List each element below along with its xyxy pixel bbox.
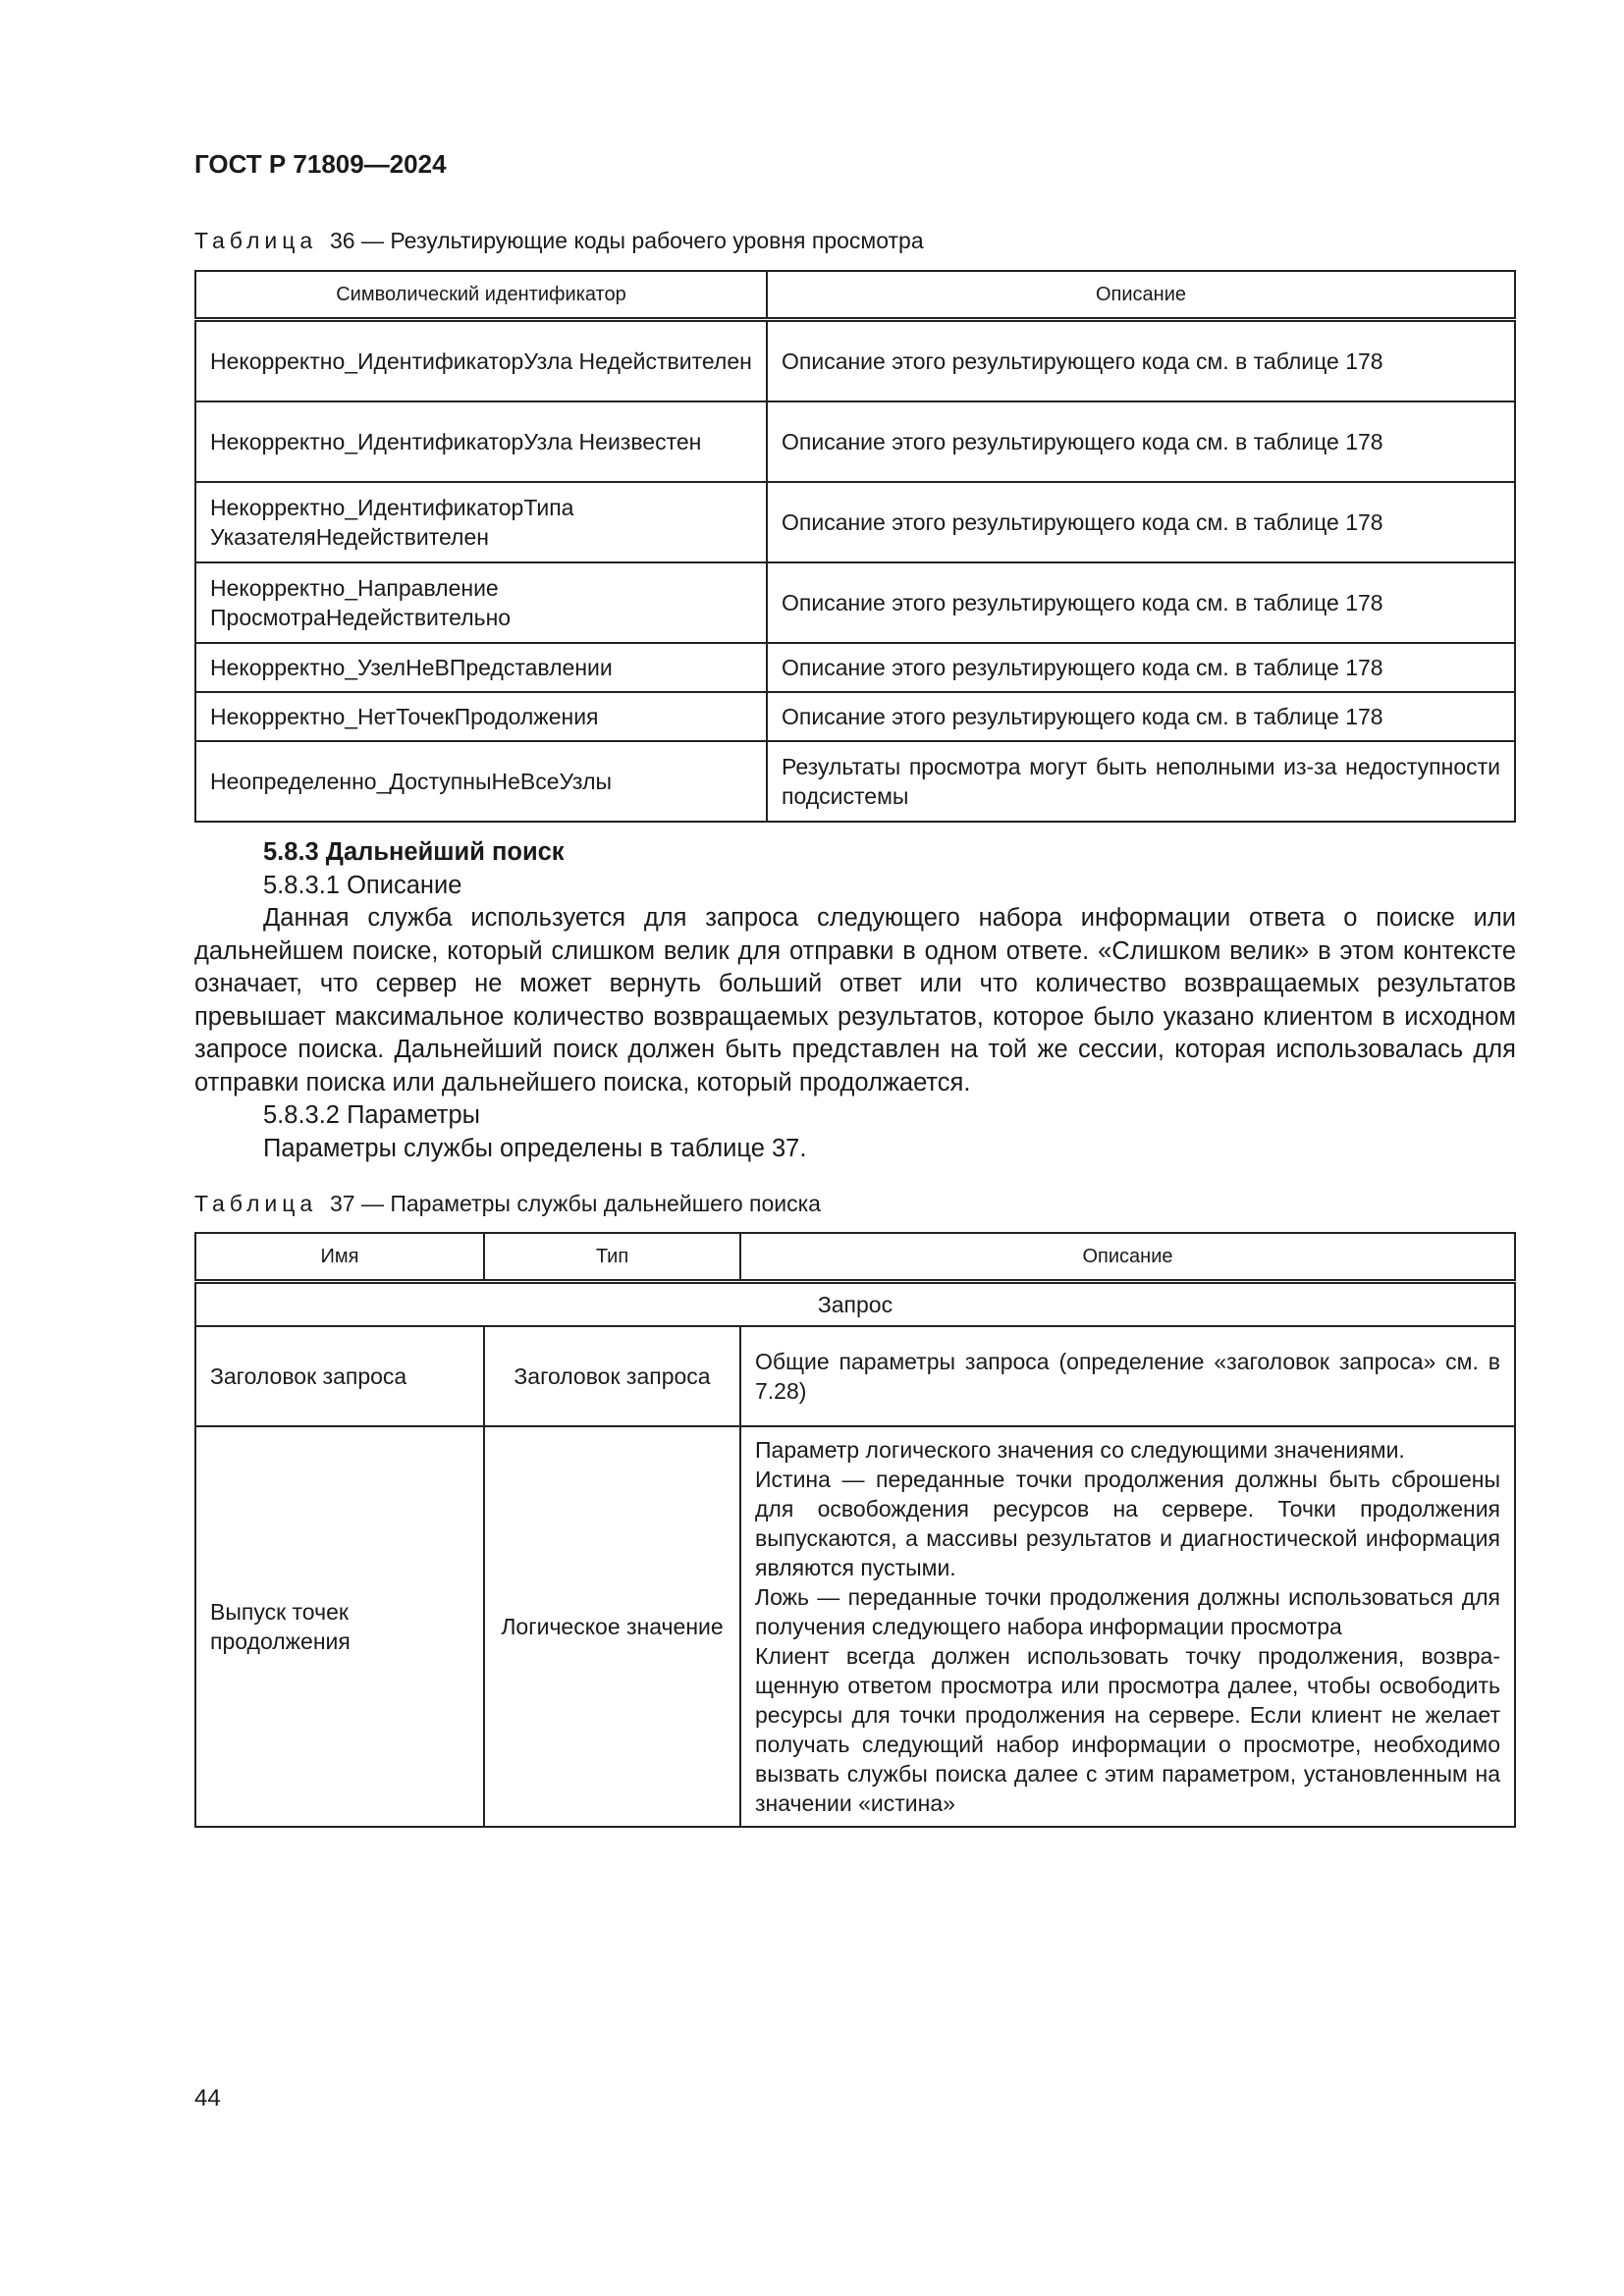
caption-word: Таблица — [194, 1191, 318, 1216]
column-header: Имя — [195, 1233, 484, 1282]
table-36-caption — [194, 228, 924, 254]
identifier-cell: Некорректно_ИдентификаторТипа УказателяНедействителен — [195, 482, 767, 562]
identifier-cell: Некорректно_Направление ПросмотраНедействительно — [195, 562, 767, 643]
type-cell: Логическое значение — [484, 1426, 740, 1827]
description-cell: Результаты просмотра могут быть неполными из-за недоступности подсистемы — [767, 741, 1515, 822]
caption-word: Таблица — [194, 228, 318, 253]
description-cell: Описание этого результирующего кода см. в таблице 178 — [767, 482, 1515, 562]
description-cell: Описание этого результирующего кода см. в таблице 178 — [767, 320, 1515, 402]
table-36 — [194, 270, 1516, 823]
group-label: Запрос — [195, 1282, 1515, 1327]
description-line: Ложь — переданные точки продолжения должны использоваться для получения следующего набора информации просмотра — [755, 1584, 1500, 1639]
description-line: Истина — переданные точки продолжения должны быть сброшены для освобождения ресурсов на сервере. Точки продолжения выпускаются, а массивы результатов и диагностической информация являются пустыми. — [755, 1467, 1500, 1580]
name-cell: Выпуск точек продолжения — [195, 1426, 484, 1827]
table-row — [195, 320, 1515, 402]
name-cell: Заголовок запроса — [195, 1326, 484, 1426]
description-cell: Описание этого результирующего кода см. в таблице 178 — [767, 692, 1515, 741]
description-line: Параметр логического значения со следующими значениями. — [755, 1437, 1405, 1463]
identifier-cell: Неопределенно_ДоступныНеВсеУзлы — [195, 741, 767, 822]
caption-text: 36 — Результирующие коды рабочего уровня просмотра — [329, 228, 924, 253]
identifier-cell: Некорректно_НетТочекПродолжения — [195, 692, 767, 741]
type-cell: Заголовок запроса — [484, 1326, 740, 1426]
description-line: Клиент всегда должен использовать точку продолжения, возвращенную ответом просмотра или просмотра далее, чтобы освободить ресурсы для точки продолжения на сервере. Если клиент не желает получать следующий набор информации о просмотре, необходимо вызвать службы поиска далее с этим параметром, установленным на значении «истина» — [755, 1643, 1500, 1816]
table-37-caption — [194, 1191, 821, 1217]
section-5-8-3 — [194, 836, 1516, 1165]
column-header: Тип — [484, 1233, 740, 1282]
table-row — [195, 562, 1515, 643]
table-row — [195, 401, 1515, 482]
table-row — [195, 1426, 1515, 1827]
group-row — [195, 1282, 1515, 1327]
table-row — [195, 643, 1515, 692]
identifier-cell: Некорректно_УзелНеВПредставлении — [195, 643, 767, 692]
table-row — [195, 482, 1515, 562]
document-code: ГОСТ Р 71809—2024 — [194, 149, 447, 179]
table-37 — [194, 1232, 1516, 1828]
description-cell: Описание этого результирующего кода см. в таблице 178 — [767, 643, 1515, 692]
identifier-cell: Некорректно_ИдентификаторУзла Недействителен — [195, 320, 767, 402]
subsection-heading: 5.8.3.2 Параметры — [263, 1101, 480, 1129]
description-cell — [740, 1426, 1515, 1827]
identifier-cell: Некорректно_ИдентификаторУзла Неизвестен — [195, 401, 767, 482]
table-row — [195, 692, 1515, 741]
column-header: Описание — [740, 1233, 1515, 1282]
description-cell: Общие параметры запроса (определение «заголовок запроса» см. в 7.28) — [740, 1326, 1515, 1426]
description-cell: Описание этого результирующего кода см. в таблице 178 — [767, 401, 1515, 482]
description-cell: Описание этого результирующего кода см. в таблице 178 — [767, 562, 1515, 643]
table-row — [195, 741, 1515, 822]
paragraph: Параметры службы определены в таблице 37. — [263, 1134, 807, 1162]
section-heading: 5.8.3 Дальнейший поиск — [263, 838, 565, 866]
column-header: Символический идентификатор — [195, 271, 767, 320]
paragraph: Данная служба используется для запроса следующего набора информации ответа о поиске или дальнейшем поиске, который слишком велик для отправки в одном ответе. «Слишком велик» в этом контексте означает, что сервер не может вернуть больший ответ или что количество возвращаемых результатов превышает максимальное количество возвращаемых результатов, которое было указано клиентом в исходном запросе поиска. Дальнейший поиск должен быть представлен на той же сессии, которая использовалась для отправки поиска или дальнейшего поиска, который продолжается. — [194, 904, 1516, 1096]
column-header: Описание — [767, 271, 1515, 320]
page-number: 44 — [194, 2085, 221, 2111]
caption-text: 37 — Параметры службы дальнейшего поиска — [329, 1191, 821, 1216]
table-header-row — [195, 271, 1515, 320]
subsection-heading: 5.8.3.1 Описание — [263, 871, 462, 899]
table-row — [195, 1326, 1515, 1426]
table-header-row — [195, 1233, 1515, 1282]
